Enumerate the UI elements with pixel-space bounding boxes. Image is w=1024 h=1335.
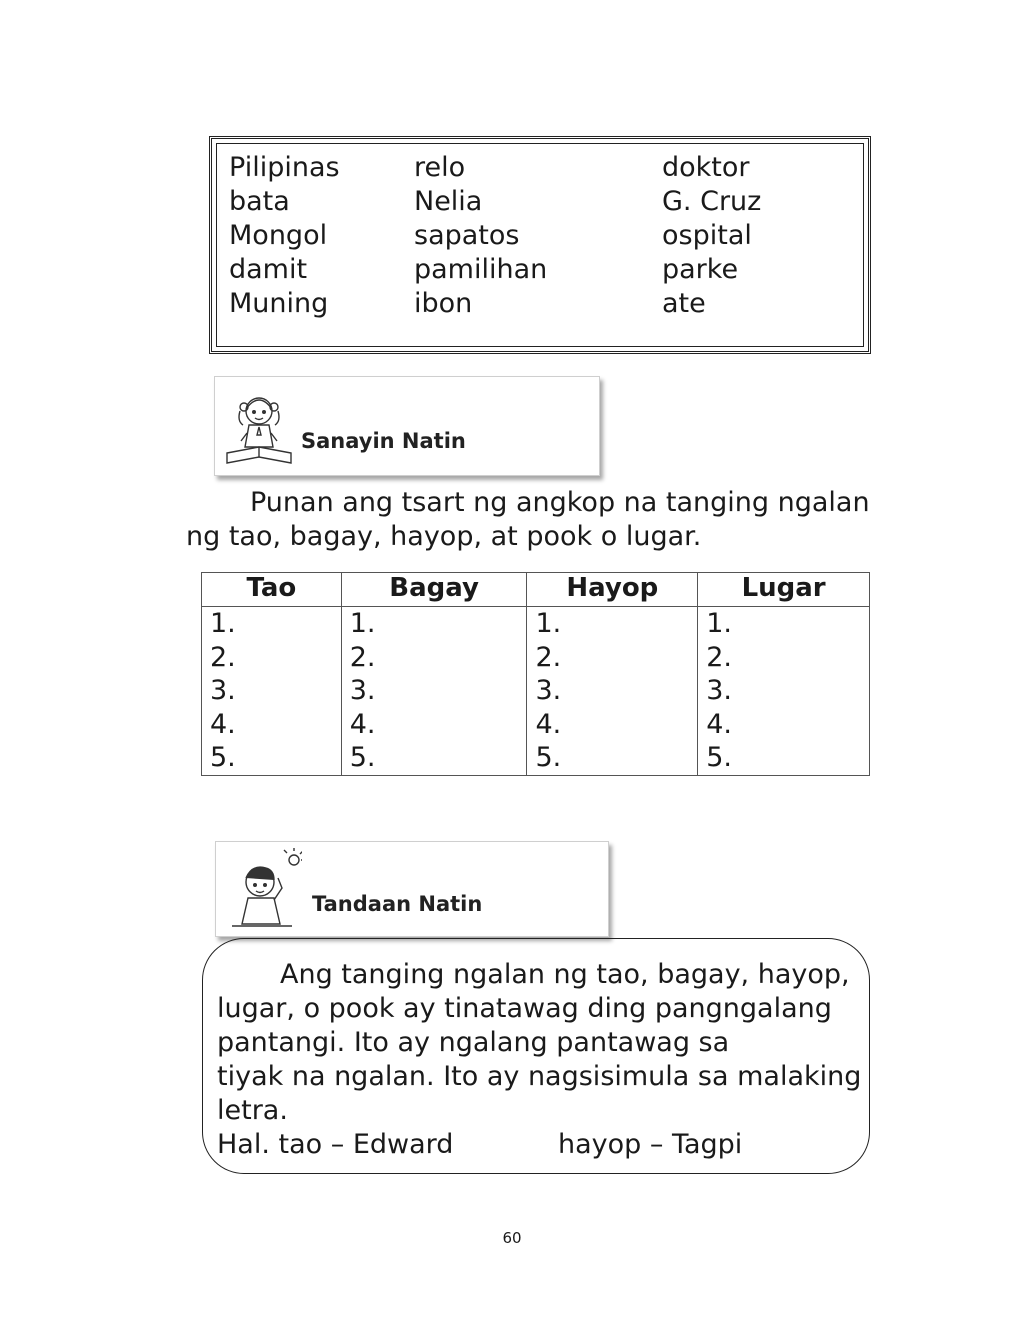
girl-reading-icon <box>221 383 301 469</box>
rule-line: pantangi. Ito ay ngalang pantawag sa <box>217 1027 730 1058</box>
section-title: Sanayin Natin <box>301 429 466 453</box>
rule-line: lugar, o pook ay tinatawag ding pangngalang <box>217 993 832 1024</box>
sanayin-banner <box>214 376 600 476</box>
tandaan-banner <box>215 841 609 937</box>
row-number: 5. <box>349 742 376 773</box>
row-number: 1. <box>210 608 236 639</box>
chart-column-hayop[interactable] <box>527 607 698 776</box>
chart-header: Tao <box>202 573 342 607</box>
word-column-3 <box>662 151 761 321</box>
word-column-1 <box>229 151 340 321</box>
answer-chart <box>201 572 870 776</box>
chart-column-bagay[interactable] <box>341 607 527 776</box>
row-number: 5. <box>210 742 236 773</box>
row-number: 1. <box>535 608 562 639</box>
row-number: 1. <box>706 608 732 639</box>
rule-line: Ang tanging ngalan ng tao, bagay, hayop, <box>280 959 850 990</box>
word: doktor <box>662 152 750 183</box>
boy-thinking-icon <box>222 848 302 934</box>
word: parke <box>662 254 739 285</box>
row-number: 4. <box>210 708 236 740</box>
row-number: 3. <box>706 675 732 706</box>
word: ibon <box>414 288 473 319</box>
word: ate <box>662 288 706 319</box>
page-number: 60 <box>502 1229 522 1247</box>
word: Nelia <box>414 186 483 217</box>
chart-body-row <box>202 607 870 776</box>
section-title: Tandaan Natin <box>312 892 483 916</box>
row-number: 5. <box>535 742 562 773</box>
row-number: 1. <box>349 608 376 639</box>
word: Mongol <box>229 220 328 251</box>
row-number: 4. <box>706 708 732 740</box>
word-box <box>209 136 871 354</box>
instruction-line: ng tao, bagay, hayop, at pook o lugar. <box>186 521 702 552</box>
chart-header-row <box>202 573 870 607</box>
word: sapatos <box>414 220 520 251</box>
example-tao: Hal. tao – Edward <box>217 1129 454 1160</box>
row-number: 2. <box>349 641 376 673</box>
rule-line: letra. <box>217 1095 288 1126</box>
row-number: 3. <box>535 675 562 706</box>
row-number: 3. <box>210 675 236 706</box>
word: Pilipinas <box>229 152 340 183</box>
word: bata <box>229 186 290 217</box>
row-number: 4. <box>535 708 562 740</box>
row-number: 5. <box>706 742 732 773</box>
chart-header: Bagay <box>341 573 527 607</box>
instruction-line: Punan ang tsart ng angkop na tanging ngalan <box>250 487 870 518</box>
row-number: 4. <box>349 708 376 740</box>
word-column-2 <box>414 151 547 321</box>
chart-header: Hayop <box>527 573 698 607</box>
chart-column-tao[interactable] <box>202 607 342 776</box>
row-number: 2. <box>706 641 732 673</box>
row-number: 3. <box>349 675 376 706</box>
chart-header: Lugar <box>698 573 870 607</box>
word: G. Cruz <box>662 186 762 217</box>
word: relo <box>414 152 466 183</box>
word: damit <box>229 254 308 285</box>
word: Muning <box>229 288 329 319</box>
word: pamilihan <box>414 254 548 285</box>
row-number: 2. <box>535 641 562 673</box>
chart-column-lugar[interactable] <box>698 607 870 776</box>
row-number: 2. <box>210 641 236 673</box>
rule-line: tiyak na ngalan. Ito ay nagsisimula sa malaking <box>217 1061 862 1092</box>
word: ospital <box>662 220 752 251</box>
example-hayop: hayop – Tagpi <box>558 1129 743 1160</box>
